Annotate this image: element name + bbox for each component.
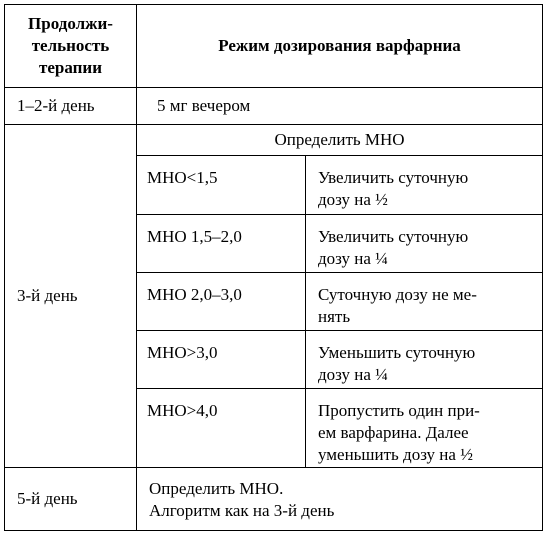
- duration-header-line: терапии: [38, 58, 102, 78]
- duration-header-line: тельность: [31, 35, 110, 55]
- dose-action-cell: [306, 389, 543, 468]
- day-cell: [5, 468, 137, 531]
- day-cell: [5, 125, 137, 468]
- warfarin-dosing-table: [4, 4, 543, 531]
- row-day-3-inr-header: [5, 125, 543, 156]
- inr-condition: МНО>4,0: [147, 401, 218, 420]
- dose-action-line: дозу на ¼: [318, 365, 388, 385]
- dose-action-line: ем варфарина. Далее: [318, 423, 469, 443]
- inr-condition-cell: [137, 273, 306, 331]
- day-label: 1–2-й день: [17, 96, 95, 116]
- dose-action-cell: [306, 215, 543, 273]
- inr-condition: МНО>3,0: [147, 343, 218, 362]
- duration-header-line: Продолжи-: [28, 13, 113, 33]
- dose-action-cell: [306, 156, 543, 215]
- dose-action-line: дозу на ¼: [318, 249, 388, 269]
- inr-header-text: Определить МНО: [274, 130, 405, 150]
- header-row: [5, 5, 543, 88]
- instruction-cell: [137, 468, 543, 531]
- inr-condition-cell: [137, 156, 306, 215]
- dose-action-line: Пропустить один при-: [318, 401, 480, 420]
- duration-header-cell: [5, 5, 137, 88]
- dose-action-line: нять: [318, 307, 351, 327]
- dose-action-cell: [306, 331, 543, 389]
- day-cell: [5, 88, 137, 125]
- row-day-5: [5, 468, 543, 531]
- dose-action-line: Увеличить суточную: [318, 168, 469, 187]
- day-label: 3-й день: [17, 286, 78, 306]
- dose-text: 5 мг вечером: [157, 96, 251, 116]
- inr-condition-cell: [137, 331, 306, 389]
- dose-action-line: дозу на ½: [318, 190, 388, 210]
- inr-condition-cell: [137, 389, 306, 468]
- row-days-1-2: [5, 88, 543, 125]
- inr-condition: МНО<1,5: [147, 168, 218, 187]
- regimen-header-text: Режим дозирования варфарниа: [218, 36, 461, 56]
- dose-action-line: уменьшить дозу на ½: [318, 445, 473, 465]
- dose-action-line: Уменьшить суточную: [318, 343, 476, 362]
- inr-condition: МНО 1,5–2,0: [147, 227, 242, 246]
- regimen-header-cell: [137, 5, 543, 88]
- dose-action-line: Увеличить суточную: [318, 227, 469, 246]
- dose-action-line: Суточную дозу не ме-: [318, 285, 477, 304]
- inr-condition: МНО 2,0–3,0: [147, 285, 242, 304]
- dose-action-cell: [306, 273, 543, 331]
- inr-header-cell: [137, 125, 543, 156]
- dose-cell: [137, 88, 543, 125]
- inr-condition-cell: [137, 215, 306, 273]
- instruction-line: Алгоритм как на 3-й день: [149, 501, 335, 520]
- instruction-line: Определить МНО.: [149, 478, 284, 498]
- day-label: 5-й день: [17, 489, 78, 509]
